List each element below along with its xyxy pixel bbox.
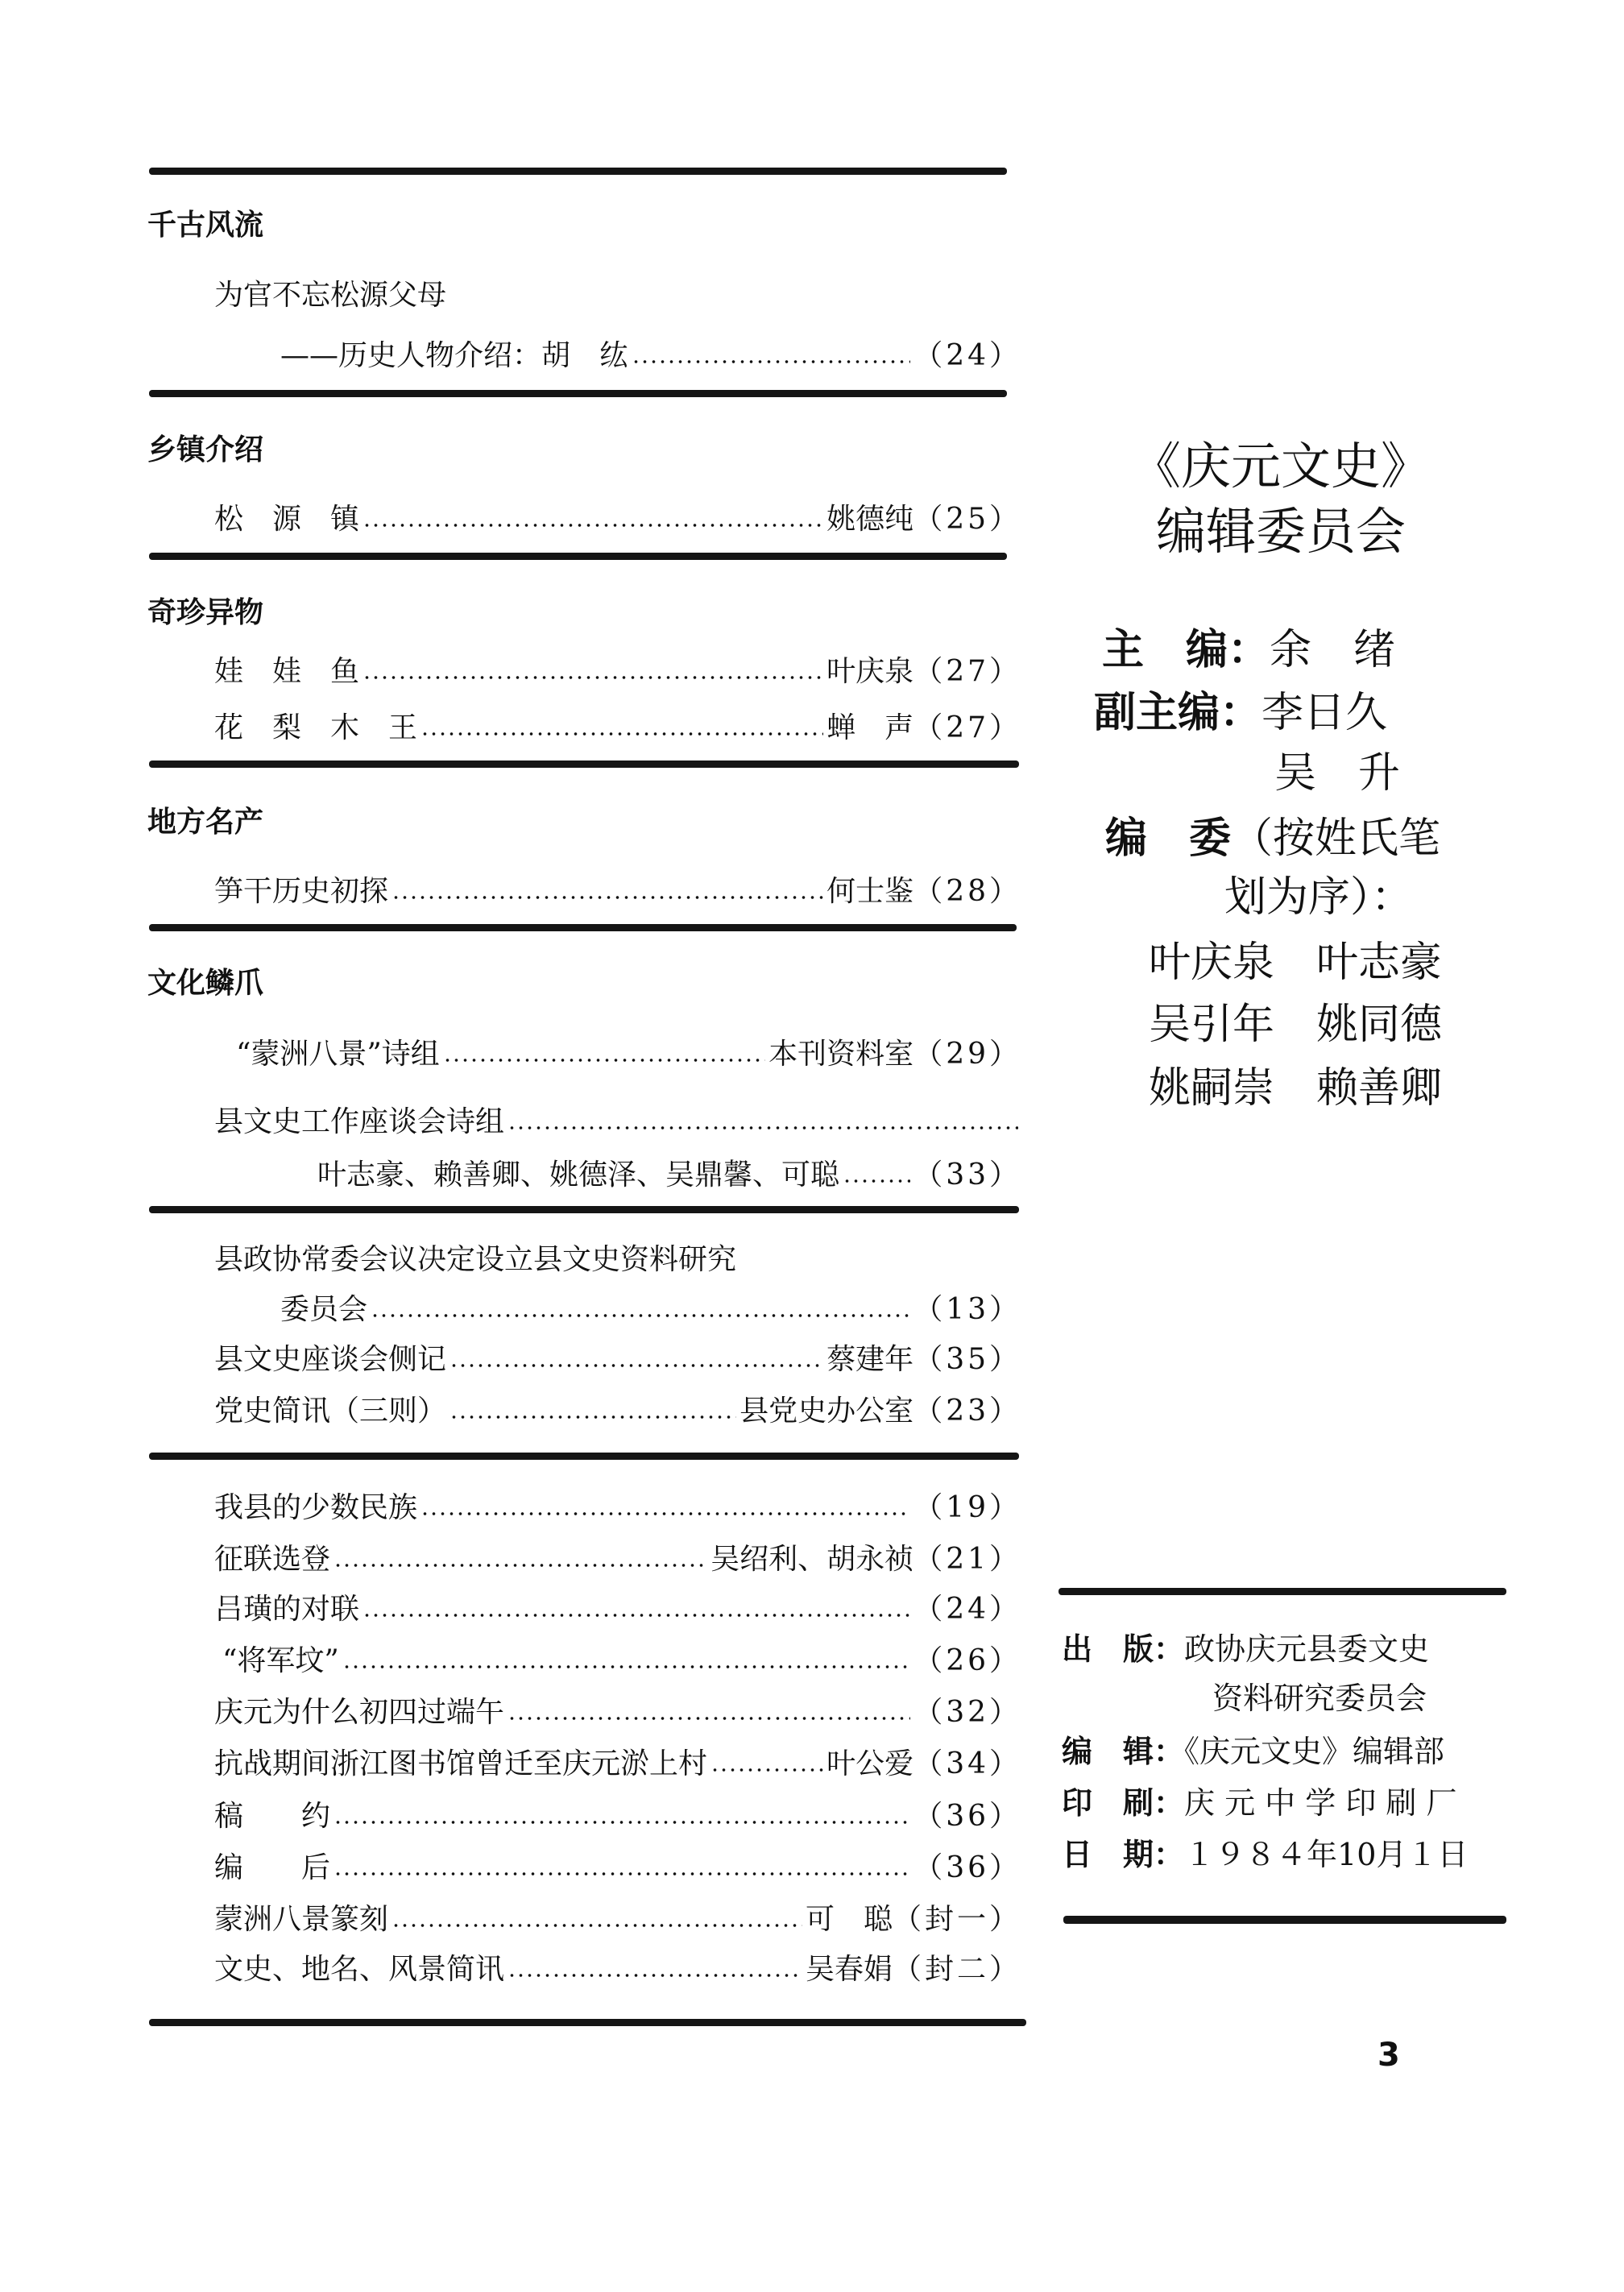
dot-leader	[334, 1871, 910, 1876]
entry-title: “蒙洲八景”诗组	[236, 1038, 440, 1071]
entry-author: 蔡建年	[826, 1343, 914, 1376]
entry-page: （27）	[914, 655, 1021, 688]
members-row	[1105, 813, 1440, 864]
entry-title: 县文史工作座谈会诗组	[214, 1105, 505, 1138]
divider	[149, 1453, 1019, 1460]
entry-title: 吕璜的对联	[214, 1593, 360, 1626]
divider	[1063, 1916, 1506, 1924]
printer-row	[1062, 1784, 1457, 1822]
toc-entry[interactable]	[280, 1292, 1021, 1328]
entry-page: （36）	[914, 1851, 1021, 1884]
entry-title: 为官不忘松源父母	[214, 279, 447, 312]
entry-author: 何士鉴	[826, 875, 914, 908]
dot-leader	[450, 1363, 823, 1368]
entry-title: 县文史座谈会侧记	[214, 1343, 447, 1376]
entry-title: 松 源 镇	[214, 503, 360, 536]
deputy-editor-row	[1094, 687, 1387, 739]
committee-title: 编辑委员会	[1155, 502, 1406, 561]
date: １９８４年10月１日	[1184, 1837, 1469, 1872]
divider	[149, 924, 1017, 931]
section-heading: 奇珍异物	[147, 596, 264, 629]
toc-entry[interactable]	[317, 1158, 1021, 1193]
toc-entry[interactable]	[214, 1851, 1021, 1886]
dot-leader	[420, 732, 823, 736]
dot-leader	[342, 1664, 910, 1669]
dot-leader	[334, 1563, 707, 1568]
section-heading: 地方名产	[147, 806, 264, 839]
entry-page: （34）	[914, 1747, 1021, 1780]
divider	[149, 168, 1007, 175]
deputy-editor-name: 李日久	[1262, 689, 1388, 737]
entry-title: 县政协常委会议决定设立县文史资料研究	[214, 1243, 737, 1276]
divider	[1058, 1588, 1506, 1595]
toc-entry[interactable]	[214, 1394, 1021, 1429]
entry-author: 蝉 声	[826, 711, 914, 744]
member-names: 叶庆泉 叶志豪	[1149, 939, 1443, 987]
dot-leader	[362, 675, 823, 680]
entry-author: 县党史办公室	[740, 1395, 914, 1428]
entry-title: 笋干历史初探	[214, 875, 389, 908]
toc-entry[interactable]	[214, 1105, 1021, 1140]
entry-title: 花 梨 木 王	[214, 711, 418, 744]
entry-author: 吴绍利、胡永祯	[710, 1543, 914, 1576]
dot-leader	[710, 1768, 823, 1772]
dot-leader	[508, 1716, 910, 1721]
entry-page: （24）	[914, 1593, 1021, 1626]
entry-title: “将军坟”	[222, 1644, 339, 1677]
toc-entry[interactable]	[214, 1695, 1021, 1730]
toc-entry[interactable]	[214, 502, 1021, 537]
divider	[149, 761, 1019, 768]
publisher: 政协庆元县委文史	[1184, 1631, 1430, 1667]
toc-entry[interactable]	[214, 1952, 1021, 1987]
section-heading: 文化鳞爪	[147, 967, 264, 1000]
toc-entry[interactable]	[222, 1643, 1021, 1679]
divider	[149, 553, 1007, 560]
entry-title: 抗战期间浙江图书馆曾迁至庆元淤上村	[214, 1747, 708, 1780]
members-note-2: 划为序）：	[1224, 873, 1414, 922]
chief-editor-row	[1102, 624, 1395, 676]
publisher-2: 资料研究委员会	[1212, 1681, 1427, 1716]
deputy-editor-label: 副主编：	[1094, 689, 1262, 737]
section-heading: 乡镇介绍	[147, 433, 264, 466]
entry-author: 可 聪	[805, 1903, 893, 1936]
toc-entry[interactable]	[214, 1747, 1021, 1782]
divider	[149, 2019, 1026, 2026]
dot-leader	[334, 1820, 910, 1825]
deputy-editor-name-2: 吴 升	[1274, 749, 1401, 798]
entry-page: （封二）	[892, 1953, 1021, 1986]
entry-title: 娃 娃 鱼	[214, 655, 360, 688]
toc-entry[interactable]	[214, 1242, 736, 1278]
entry-author: 姚德纯	[826, 503, 914, 536]
entry-title: 编 后	[214, 1851, 331, 1884]
divider	[149, 1206, 1019, 1213]
toc-entry[interactable]	[214, 654, 1021, 690]
toc-entry[interactable]	[280, 338, 1021, 374]
printer: 庆 元 中 学 印 刷 厂	[1184, 1785, 1457, 1821]
entry-title: 我县的少数民族	[214, 1491, 418, 1524]
date-label: 日 期：	[1062, 1837, 1185, 1872]
entry-page: （23）	[914, 1395, 1021, 1428]
toc-entry[interactable]	[214, 1592, 1021, 1627]
entry-title: ——历史人物介绍：胡 纮	[280, 339, 629, 372]
entry-title: 委员会	[280, 1293, 368, 1326]
editor: 《庆元文史》编辑部	[1184, 1734, 1445, 1769]
entry-page: （13）	[914, 1293, 1021, 1326]
dot-leader	[371, 1313, 910, 1318]
entry-title: 叶志豪、赖善卿、姚德泽、吴鼎馨、可聪	[317, 1158, 840, 1192]
toc-entry[interactable]	[214, 711, 1021, 746]
entry-author: 叶公爱	[826, 1747, 914, 1780]
section-heading: 千古风流	[147, 209, 264, 242]
entry-page: （封一）	[892, 1903, 1021, 1936]
entry-page: （29）	[914, 1038, 1021, 1071]
dot-leader	[632, 359, 910, 364]
toc-entry[interactable]	[236, 1037, 1021, 1072]
dot-leader	[450, 1415, 736, 1420]
dot-leader	[843, 1179, 910, 1183]
entry-title: 蒙洲八景篆刻	[214, 1903, 389, 1936]
entry-title: 征联选登	[214, 1543, 331, 1576]
dot-leader	[508, 1973, 802, 1978]
entry-page: （36）	[914, 1800, 1021, 1833]
entry-title: 党史简讯（三则）	[214, 1395, 447, 1428]
dot-leader	[508, 1125, 1018, 1130]
toc-entry[interactable]	[214, 1542, 1021, 1577]
entry-page: （26）	[914, 1644, 1021, 1677]
entry-title: 稿 约	[214, 1800, 331, 1833]
members-note: （按姓氏笔	[1231, 814, 1441, 863]
printer-label: 印 刷：	[1062, 1785, 1185, 1821]
entry-title: 文史、地名、风景简讯	[214, 1953, 505, 1986]
entry-author: 吴春娟	[805, 1953, 893, 1986]
toc-entry[interactable]	[214, 1342, 1021, 1378]
dot-leader	[362, 1613, 910, 1618]
page-number: 3	[1378, 2037, 1400, 2074]
toc-entry[interactable]	[214, 1490, 1021, 1526]
toc-entry[interactable]	[214, 278, 446, 313]
member-names: 姚嗣崇 赖善卿	[1149, 1064, 1443, 1113]
members-label: 编 委	[1105, 814, 1232, 863]
entry-author: 叶庆泉	[826, 655, 914, 688]
entry-author: 本刊资料室	[768, 1038, 914, 1071]
journal-title: 《庆元文史》	[1130, 437, 1431, 495]
dot-leader	[392, 895, 823, 900]
entry-title: 庆元为什么初四过端午	[214, 1696, 505, 1729]
entry-page: （32）	[914, 1696, 1021, 1729]
entry-page: （28）	[914, 875, 1021, 908]
publisher-row	[1062, 1630, 1429, 1668]
member-names: 吴引年 姚同德	[1149, 1001, 1443, 1049]
entry-page: （27）	[914, 711, 1021, 744]
entry-page: （24）	[914, 339, 1021, 372]
entry-page: （19）	[914, 1491, 1021, 1524]
editor-row	[1062, 1732, 1444, 1771]
date-row	[1062, 1835, 1468, 1874]
chief-editor-label: 主 编：	[1102, 626, 1270, 674]
entry-page: （25）	[914, 503, 1021, 536]
entry-page: （33）	[914, 1158, 1021, 1192]
editor-label: 编 辑：	[1062, 1734, 1185, 1769]
chief-editor-name: 余 绪	[1270, 626, 1396, 674]
dot-leader	[392, 1923, 802, 1928]
dot-leader	[362, 523, 823, 528]
entry-page: （35）	[914, 1343, 1021, 1376]
divider	[149, 390, 1007, 397]
toc-entry[interactable]	[214, 1799, 1021, 1834]
toc-entry[interactable]	[214, 1902, 1021, 1938]
dot-leader	[420, 1511, 910, 1516]
toc-entry[interactable]	[214, 874, 1021, 910]
entry-page: （21）	[914, 1543, 1021, 1576]
publisher-label: 出 版：	[1062, 1631, 1185, 1667]
dot-leader	[443, 1058, 765, 1063]
